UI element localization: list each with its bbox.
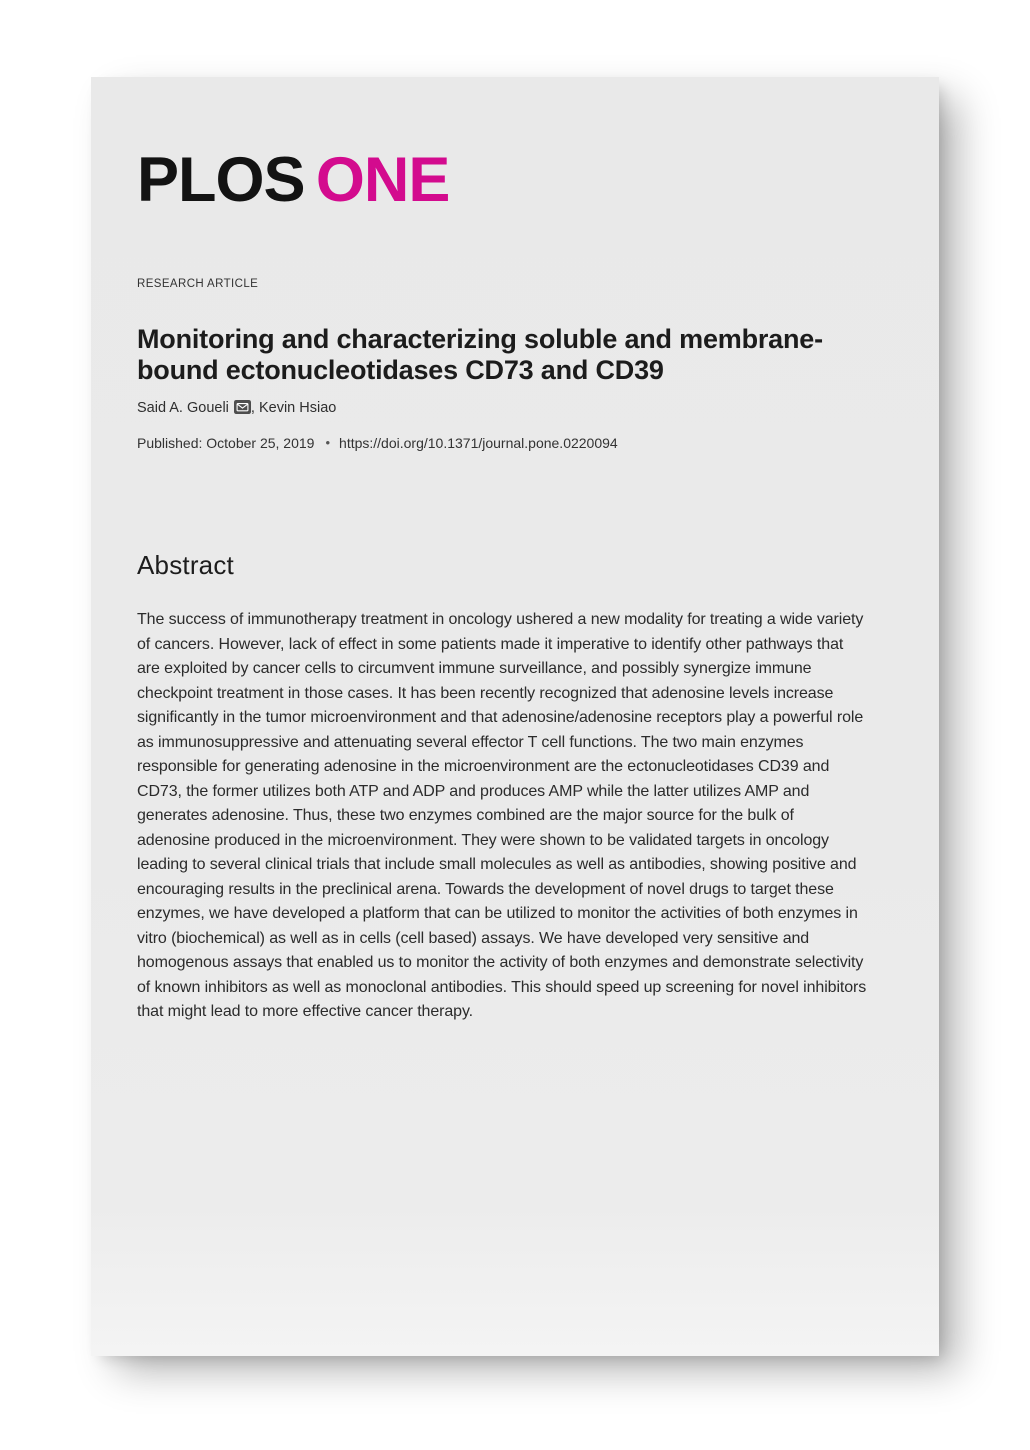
article-type-label: RESEARCH ARTICLE (137, 278, 259, 290)
publication-info (137, 435, 889, 451)
logo-one-text: ONE (315, 145, 450, 215)
envelope-icon[interactable] (234, 400, 251, 418)
doi-link[interactable]: https://doi.org/10.1371/journal.pone.0220094 (339, 435, 618, 451)
article-title: Monitoring and characterizing soluble and membrane-bound ectonucleotidases CD73 and CD39 (137, 324, 823, 385)
plos-one-logo[interactable] (137, 145, 889, 215)
published-date: Published: October 25, 2019 (137, 435, 315, 451)
separator-dot: • (325, 435, 331, 450)
author-name-goueli[interactable]: Said A. Goueli (137, 400, 229, 416)
article-page (91, 77, 939, 1356)
author-list (137, 400, 889, 418)
author-name-hsiao[interactable]: Kevin Hsiao (258, 400, 337, 416)
logo-plos-text: PLOS (137, 145, 305, 215)
abstract-heading: Abstract (137, 550, 234, 580)
abstract-text: The success of immunotherapy treatment in oncology ushered a new modality for treating a wide variety of cancers. However, lack of effect in some patients made it imperative to identify other pathways that are exploited by cancer cells to circumvent immune surveillance, and possibly synergize immune checkpoint treatment in those cases. It has been recently recognized that adenosine levels increase significantly in the tumor microenvironment and that adenosine/adenosine receptors play a powerful role as immunosuppressive and attenuating several effector T cell functions. The two main enzymes responsible for generating adenosine in the microenvironment are the ectonucleotidases CD39 and CD73, the former utilizes both ATP and ADP and produces AMP while the latter utilizes AMP and generates adenosine. Thus, these two enzymes combined are the major source for the bulk of adenosine produced in the microenvironment. They were shown to be validated targets in oncology leading to several clinical trials that include small molecules as well as antibodies, showing positive and encouraging results in the preclinical arena. Towards the development of novel drugs to target these enzymes, we have developed a platform that can be utilized to monitor the activities of both enzymes in vitro (biochemical) as well as in cells (cell based) assays. We have developed very sensitive and homogenous assays that enabled us to monitor the activity of both enzymes and demonstrate selectivity of known inhibitors as well as monoclonal antibodies. This should speed up screening for novel inhibitors that might lead to more effective cancer therapy. (137, 611, 867, 1020)
author-separator: , (250, 400, 259, 416)
